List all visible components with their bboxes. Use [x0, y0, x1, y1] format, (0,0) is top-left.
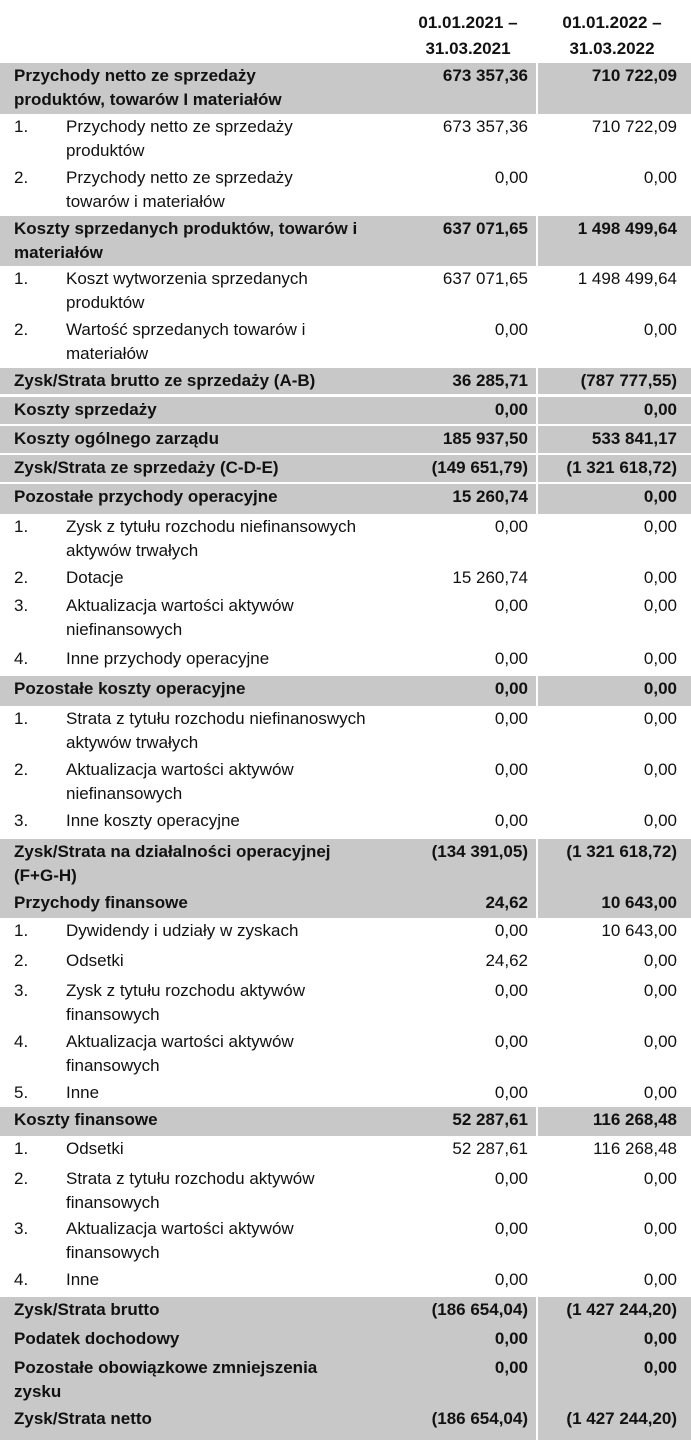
table-row: 4. Inne 0,00 0,00 — [14, 1270, 677, 1289]
section-row-przychody-netto: Przychody netto ze sprzedaży produktów, towarów I materiałów 673 357,36 710 722,09 — [0, 63, 691, 114]
table-row: 1. Koszt wytworzenia sprzedanych produktów 637 071,65 1 498 499,64 — [14, 269, 677, 312]
table-row: 3. Zysk z tytułu rozchodu aktywów finansowych 0,00 0,00 — [14, 981, 677, 1024]
table-row: 3. Inne koszty operacyjne 0,00 0,00 — [14, 811, 677, 830]
table-row: 3. Aktualizacja wartości aktywów finansowych 0,00 0,00 — [14, 1219, 677, 1262]
column-header-2022: 01.01.2022 – 31.03.2022 — [562, 13, 662, 58]
table-row: 2. Aktualizacja wartości aktywów niefinansowych 0,00 0,00 — [14, 760, 677, 803]
section-row-zysk-netto: Zysk/Strata netto (186 654,04) (1 427 244,20) — [0, 1406, 691, 1440]
table-row: 1. Strata z tytułu rozchodu niefinanoswych aktywów trwałych 0,00 0,00 — [14, 709, 677, 752]
section-row-zysk-ze-sprzedazy: Zysk/Strata ze sprzedaży (C-D-E) (149 651,79) (1 321 618,72) — [0, 455, 691, 482]
table-row: 1. Przychody netto ze sprzedaży produktów 673 357,36 710 722,09 — [14, 117, 677, 160]
table-row: 1. Dywidendy i udziały w zyskach 0,00 10 643,00 — [14, 921, 677, 940]
column-header-2021: 01.01.2021 – 31.03.2021 — [418, 13, 518, 58]
table-row: 2. Strata z tytułu rozchodu aktywów finansowych 0,00 0,00 — [14, 1169, 677, 1212]
table-row: 4. Aktualizacja wartości aktywów finansowych 0,00 0,00 — [14, 1032, 677, 1075]
table-row: 5. Inne 0,00 0,00 — [14, 1083, 677, 1102]
table-row: 2. Przychody netto ze sprzedaży towarów i materiałów 0,00 0,00 — [14, 168, 677, 211]
table-row: 4. Inne przychody operacyjne 0,00 0,00 — [14, 649, 677, 668]
section-row-podatek-dochodowy: Podatek dochodowy 0,00 0,00 — [0, 1326, 691, 1355]
section-row-pozostale-zmniejszenia-zysku: Pozostałe obowiązkowe zmniejszenia zysku 0,00 0,00 — [0, 1355, 691, 1406]
section-row-pozostale-koszty-operacyjne: Pozostałe koszty operacyjne 0,00 0,00 — [0, 676, 691, 706]
table-row: 2. Dotacje 15 260,74 0,00 — [14, 568, 677, 587]
section-row-zysk-brutto: Zysk/Strata brutto (186 654,04) (1 427 244,20) — [0, 1297, 691, 1326]
table-row: 2. Wartość sprzedanych towarów i materiałów 0,00 0,00 — [14, 320, 677, 363]
table-row: 3. Aktualizacja wartości aktywów niefinansowych 0,00 0,00 — [14, 596, 677, 639]
table-row: 2. Odsetki 24,62 0,00 — [14, 951, 677, 970]
section-row-zysk-brutto-ze-sprzedazy: Zysk/Strata brutto ze sprzedaży (A-B) 36 285,71 (787 777,55) — [0, 368, 691, 394]
table-row: 1. Odsetki 52 287,61 116 268,48 — [14, 1139, 677, 1158]
table-row: 1. Zysk z tytułu rozchodu niefinansowych aktywów trwałych 0,00 0,00 — [14, 517, 677, 560]
section-row-zysk-na-dzialalnosci-operacyjnej: Zysk/Strata na działalności operacyjnej (F+G-H) (134 391,05) (1 321 618,72) — [0, 839, 691, 890]
section-row-koszty-sprzedazy: Koszty sprzedaży 0,00 0,00 — [0, 397, 691, 424]
section-row-przychody-finansowe: Przychody finansowe 24,62 10 643,00 — [0, 890, 691, 918]
section-row-pozostale-przychody-operacyjne: Pozostałe przychody operacyjne 15 260,74 0,00 — [0, 484, 691, 514]
section-row-koszty-ogolnego-zarzadu: Koszty ogólnego zarządu 185 937,50 533 841,17 — [0, 426, 691, 453]
section-row-koszty-finansowe: Koszty finansowe 52 287,61 116 268,48 — [0, 1107, 691, 1136]
section-row-koszty-sprzedanych: Koszty sprzedanych produktów, towarów i materiałów 637 071,65 1 498 499,64 — [0, 216, 691, 266]
